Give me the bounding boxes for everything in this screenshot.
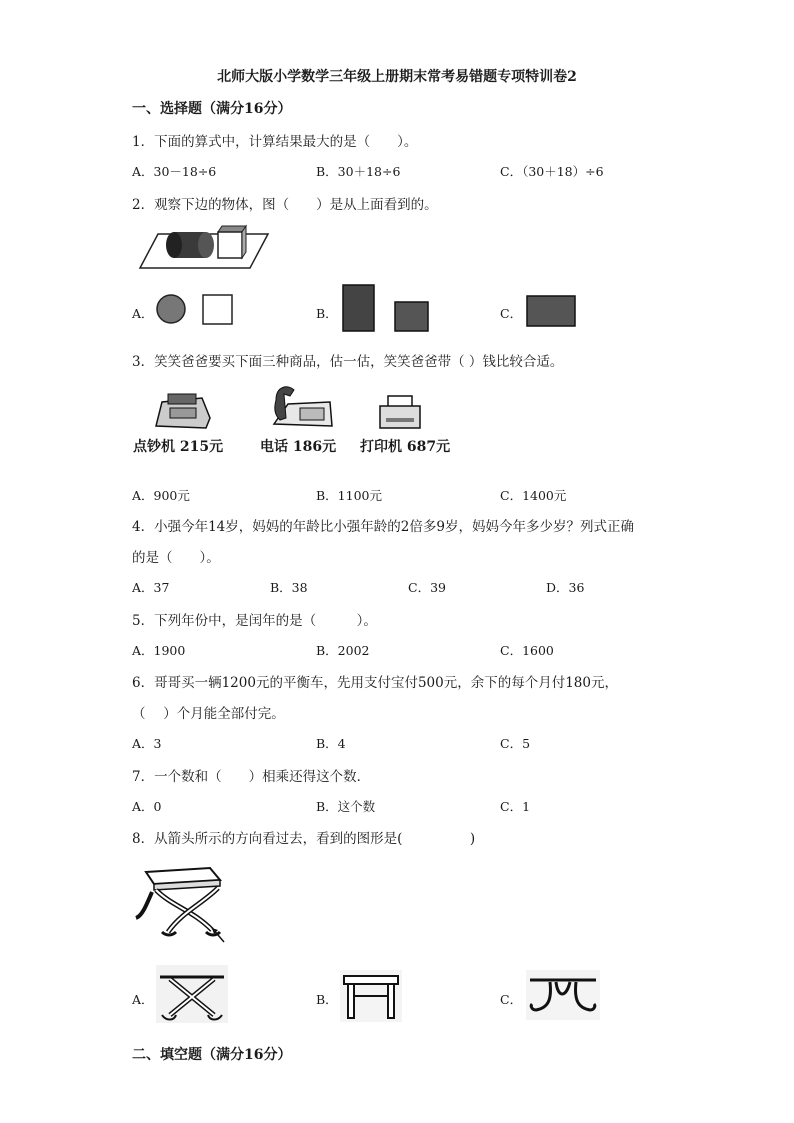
question-2-option-a[interactable]: A． — [132, 306, 154, 321]
question-8-option-b-figure — [340, 970, 402, 1022]
question-8-option-b[interactable]: B． — [316, 992, 338, 1007]
question-8-option-a[interactable]: A． — [132, 992, 154, 1007]
question-3-option-a[interactable]: A．900元 — [132, 488, 190, 503]
question-5-stem: 5．下列年份中，是闰年的是（ ）。 — [132, 613, 377, 629]
question-4-option-a[interactable]: A．37 — [132, 580, 170, 595]
product-printer: 打印机 687元 — [360, 439, 451, 455]
bill-counter-icon — [152, 388, 214, 432]
question-5-option-a[interactable]: A．1900 — [132, 643, 186, 658]
telephone-icon — [270, 384, 336, 432]
question-3-stem: 3．笑笑爸爸要买下面三种商品，估一估，笑笑爸爸带（ ）钱比较合适。 — [132, 354, 564, 370]
page-title: 北师大版小学数学三年级上册期末常考易错题专项特训卷2 — [217, 69, 577, 85]
question-2-option-c[interactable]: C． — [500, 306, 523, 321]
question-6-stem-line-1: 6．哥哥买一辆1200元的平衡车，先用支付宝付500元，余下的每个月付180元， — [132, 675, 618, 691]
question-1-option-b[interactable]: B．30＋18÷6 — [316, 164, 401, 179]
product-telephone: 电话 186元 — [260, 439, 337, 455]
question-2-option-c-figure — [526, 295, 576, 327]
question-1-stem: 1．下面的算式中，计算结果最大的是（ ）。 — [132, 134, 418, 150]
section-heading-choice: 一、选择题（满分16分） — [132, 101, 292, 117]
question-7-option-b[interactable]: B．这个数 — [316, 799, 376, 814]
question-2-stem: 2．观察下边的物体，图（ ）是从上面看到的。 — [132, 197, 438, 213]
question-6-stem-line-2: （ ）个月能全部付完。 — [132, 706, 285, 722]
question-8-option-a-figure — [156, 965, 228, 1023]
question-5-option-b[interactable]: B．2002 — [316, 643, 370, 658]
question-1-option-c[interactable]: C．（30＋18）÷6 — [500, 164, 604, 179]
question-8-option-c[interactable]: C． — [500, 992, 523, 1007]
product-bill-counter: 点钞机 215元 — [133, 439, 224, 455]
section-heading-fill-in: 二、填空题（满分16分） — [132, 1047, 292, 1063]
question-2-objects-figure — [138, 222, 268, 274]
question-3-option-b[interactable]: B．1100元 — [316, 488, 382, 503]
question-3-option-c[interactable]: C．1400元 — [500, 488, 567, 503]
question-1-option-a[interactable]: A．30－18÷6 — [132, 164, 217, 179]
question-7-option-a[interactable]: A．0 — [132, 799, 162, 814]
question-8-stool-figure — [132, 866, 232, 946]
question-8-stem: 8．从箭头所示的方向看过去，看到的图形是( ) — [132, 831, 476, 847]
printer-icon — [376, 394, 424, 434]
question-6-option-c[interactable]: C．5 — [500, 736, 531, 751]
question-7-option-c[interactable]: C．1 — [500, 799, 531, 814]
question-7-stem: 7．一个数和（ ）相乘还得这个数． — [132, 769, 371, 785]
question-5-option-c[interactable]: C．1600 — [500, 643, 554, 658]
question-4-stem-line-2: 的是（ ）。 — [132, 550, 220, 566]
question-6-option-a[interactable]: A．3 — [132, 736, 162, 751]
question-4-option-b[interactable]: B．38 — [270, 580, 308, 595]
question-4-option-c[interactable]: C．39 — [408, 580, 446, 595]
question-2-option-a-figure — [156, 294, 236, 326]
question-2-option-b-figure — [341, 284, 431, 332]
question-4-option-d[interactable]: D．36 — [546, 580, 585, 595]
question-2-option-b[interactable]: B． — [316, 306, 338, 321]
question-8-option-c-figure — [526, 970, 600, 1020]
question-6-option-b[interactable]: B．4 — [316, 736, 346, 751]
question-4-stem-line-1: 4．小强今年14岁，妈妈的年龄比小强年龄的2倍多9岁，妈妈今年多少岁？列式正确 — [132, 519, 634, 535]
